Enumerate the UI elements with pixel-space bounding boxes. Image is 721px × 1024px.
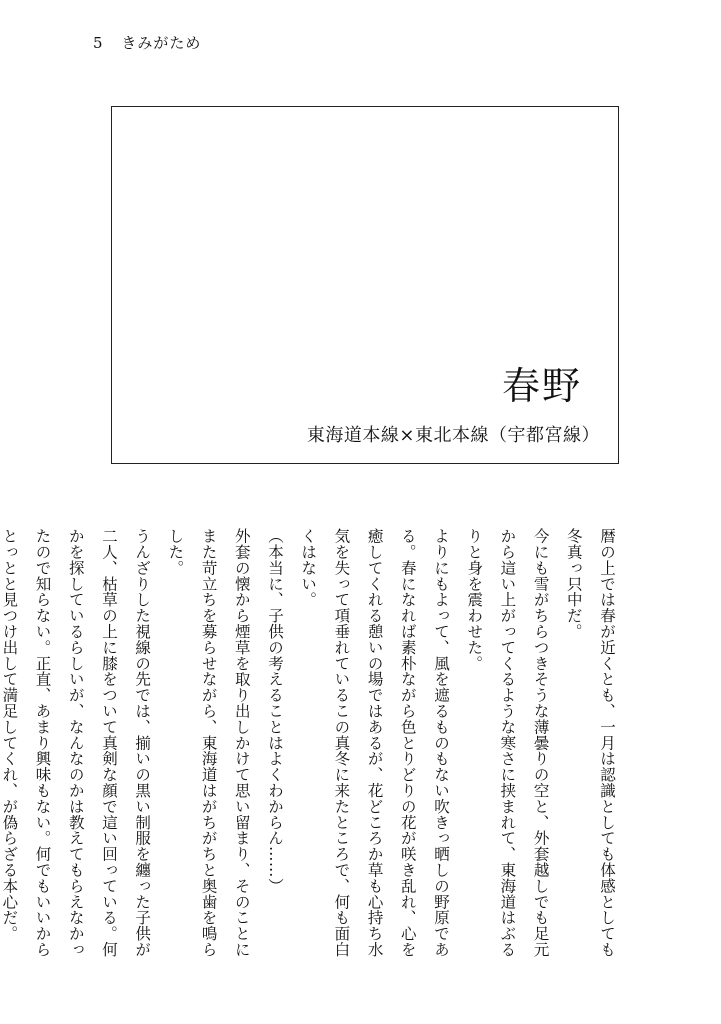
paragraph: うんざりした視線の先では、揃いの黒い制服を纏った子供が二人、枯草の上に膝をついて真剣な顔で這い回っている。何かを探しているらしいが、なんなのかは教えてもらえなかったので知らない。正直、あまり興味もない。何でもいいからとっとと見つけ出して満足してくれ、が偽らざる本心だ。 xyxy=(0,528,152,958)
chapter-title-box xyxy=(111,106,619,464)
paragraph: （本当に、子供の考えることはよくわからん……） xyxy=(265,528,284,894)
running-title: きみがため xyxy=(121,34,202,52)
body-text xyxy=(0,528,623,966)
chapter-subtitle: 東海道本線×東北本線（宇都宮線） xyxy=(306,425,600,446)
page-number: 5 xyxy=(93,34,104,52)
paragraph: 外套の懐から煙草を取り出しかけて思い留まり、そのことにまた苛立ちを募らせながら、東海道はがちがちと奥歯を鳴らした。 xyxy=(166,528,251,958)
paragraph: よりにもよって、風を遮るものもない吹きっ晒しの野原である。春になれば素朴ながら色とりどりの花が咲き乱れ、心を癒してくれる憩いの場ではあるが、花どころか草も心持ち水気を失って項垂れているこの真冬に来たところで、何も面白くはない。 xyxy=(299,528,450,958)
chapter-title: 春野 xyxy=(501,364,582,408)
paragraph: 暦の上では春が近くとも、一月は認識としても体感としても冬真っ只中だ。 xyxy=(564,528,616,958)
paragraph: 今にも雪がちらつきそうな薄曇りの空と、外套越しでも足元から這い上がってくるような寒さに挟まれて、東海道はぶるりと身を震わせた。 xyxy=(465,528,550,958)
running-header xyxy=(93,32,201,53)
